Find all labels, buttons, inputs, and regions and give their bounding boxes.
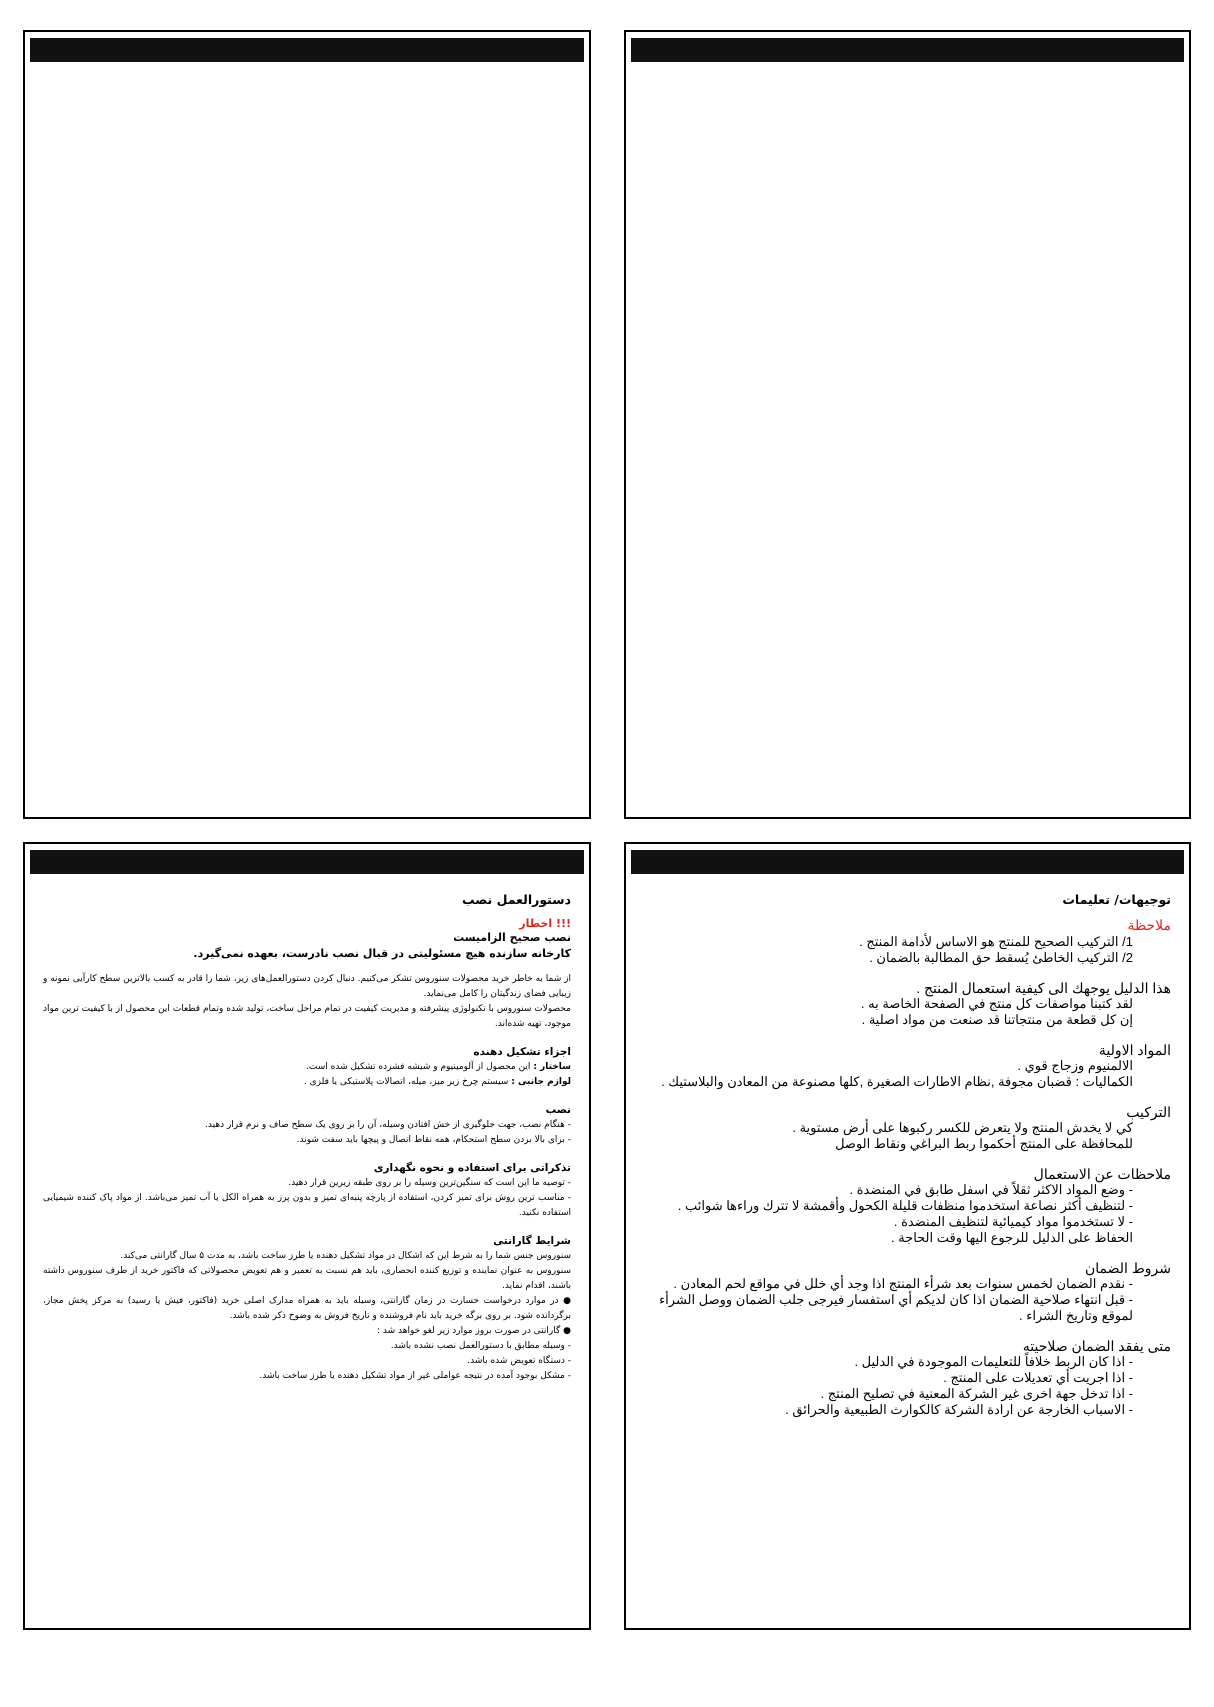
care-line: - توصیه ما این است که سنگین‌ترین وسیله را بر روی طبقه زیرین قرار دهید.: [288, 1178, 571, 1188]
section-title: اجزاء تشکیل دهنده: [473, 1046, 571, 1058]
materials-line: الالمنيوم وزجاج قوي .: [1017, 1058, 1133, 1073]
section-title: شرایط گارانتی: [493, 1235, 571, 1247]
usage-line: - لتنظيف أكثر نصاعة استخدموا منظفات قليلة الكحول وأقمشة لا تترك وراءها شوائب .: [677, 1198, 1133, 1213]
guide-line: لقد كتبنا مواصفات كل منتج في الصفحة الخاصة به .: [860, 996, 1133, 1011]
warranty-line: سنوروس جنس شما را به شرط این که اشکال در مواد تشکیل دهنده یا طرز ساخت باشد، به مدت ۵ سال گارانتی می‌کند.: [120, 1251, 571, 1261]
materials-line: الكماليات : قضبان مجوفة ,نظام الاطارات الصغيرة ,كلها مصنوعة من المعادن والبلاستيك .: [661, 1074, 1133, 1089]
warranty-line: ● در موارد درخواست خسارت در زمان گارانتی، وسیله باید به همراه مدارک اصلی خرید (فاکتور، فیش یا رسید) به مرکز پخش مجاز، برگردانده شود. بر روی برگه خرید باید نام فروشنده و تاریخ فروش به وضوح ذکر شده باشد.: [43, 1296, 571, 1321]
arabic-content: [644, 892, 1171, 1618]
warranty-line: - وسیله مطابق با دستورالعمل نصب نشده باشد.: [390, 1341, 571, 1351]
page-title: توجیهات/ تعلیمات: [1062, 892, 1171, 907]
accessories-text: سیستم چرخ زیر میز، میله، اتصالات پلاستیکی یا فلزی .: [303, 1077, 509, 1087]
usage-line: - وضع المواد الاكثر ثقلاً في اسفل طابق في المنضدة .: [849, 1182, 1133, 1197]
guide-line: إن كل قطعة من منتجاتنا قد صنعت من مواد اصلية .: [861, 1012, 1133, 1027]
install-line: - برای بالا بردن سطح استحکام، همه نقاط اتصال و پیچها باید سفت شوند.: [296, 1135, 571, 1145]
section-title: متى يفقد الضمان صلاحيته: [1022, 1338, 1171, 1354]
void-line: - الاسباب الخارجة عن ارادة الشركة كالكوارث الطبيعية والحرائق .: [785, 1402, 1133, 1417]
note-line: 1/ التركيب الصحيح للمنتج هو الاساس لأدامة المنتج .: [859, 934, 1133, 949]
warranty-line: - دستگاه تعویض شده باشد.: [467, 1356, 571, 1366]
section-title: ملاحظات عن الاستعمال: [1033, 1166, 1171, 1182]
assembly-line: للمحافظة على المنتج أحكموا ربط البراغي ونقاط الوصل: [835, 1136, 1133, 1151]
warning-line: کارخانه سازنده هیچ مسئولیتی در قبال نصب نادرست، بعهده نمی‌گیرد.: [193, 947, 571, 960]
guide-line: هذا الدليل يوجهك الى كيفية استعمال المنتج .: [916, 980, 1171, 996]
section-title: نصب: [545, 1104, 571, 1116]
blank-page-top-right: [624, 30, 1191, 819]
persian-content: [43, 892, 571, 1618]
section-title: تذکراتی برای استفاده و نحوه نگهداری: [373, 1162, 571, 1174]
warranty-line: - قبل انتهاء صلاحية الضمان اذا كان لديكم أي استفسار فيرجى جلب الضمان ووصل الشرأء لموقع وتاريخ الشراء .: [659, 1292, 1133, 1323]
note-title: ملاحظة: [1127, 917, 1171, 933]
intro-paragraph: از شما به خاطر خرید محصولات سنوروس تشکر می‌کنیم. دنبال کردن دستورالعمل‌های زیر، شما را قادر به کسب بالاترین سطح کارآیی نمونه و زیبایی فضای زندگیتان را کامل می‌نماید.: [43, 974, 571, 999]
assembly-line: كي لا يخدش المنتج ولا يتعرض للكسر ركبوها على أرض مستوية .: [792, 1120, 1133, 1135]
arabic-instructions-page: [624, 842, 1191, 1630]
page-header-bar: [631, 38, 1184, 62]
components-accessories: [43, 1075, 571, 1090]
install-line: - هنگام نصب، جهت جلوگیری از خش افتادن وسیله، آن را بر روی یک سطح صاف و نرم قرار دهید.: [205, 1120, 571, 1130]
blank-page-top-left: [23, 30, 591, 819]
page-title: دستورالعمل نصب: [461, 892, 571, 907]
void-line: - اذا كان الربط خلافاً للتعليمات الموجودة في الدليل .: [854, 1354, 1133, 1369]
page-header-bar: [30, 38, 584, 62]
components-structure: [43, 1060, 571, 1075]
section-title: التركيب: [1126, 1104, 1171, 1120]
section-title: المواد الاولية: [1098, 1042, 1171, 1058]
void-line: - اذا تدخل جهة اخرى غير الشركة المعنية في تصليح المنتج .: [820, 1386, 1133, 1401]
care-line: - مناسب ترین روش برای تمیز کردن، استفاده از پارچه پنبه‌ای تمیز و بدون پرز به همراه الکل یا آب تمیز می‌باشد. از مواد پاک کننده شیمیایی استفاده نکنید.: [43, 1193, 571, 1218]
structure-text: این محصول از آلومینیوم و شیشه فشرده تشکیل شده است.: [306, 1062, 531, 1072]
page-header-bar: [30, 850, 584, 874]
usage-line: الحفاظ على الدليل للرجوع اليها وقت الحاجة .: [890, 1230, 1133, 1245]
warranty-line: ● گارانتی در صورت بروز موارد زیر لغو خواهد شد :: [376, 1326, 571, 1336]
void-line: - اذا اجريت أي تعديلات على المنتج .: [943, 1370, 1133, 1385]
accessories-label: لوازم جانبی :: [511, 1077, 571, 1087]
warning-label: !!! اخطار: [519, 917, 571, 930]
intro-paragraph: محصولات سنوروس با تکنولوژی پیشرفته و مدیریت کیفیت در تمام مراحل ساخت، تولید شده وتمام قطعات این محصول از با کیفیت ترین مواد موجود، تهیه شده‌اند.: [43, 1004, 571, 1029]
persian-instructions-page: [23, 842, 591, 1630]
warranty-line: - مشکل بوجود آمده در نتیجه عواملی غیر از مواد تشکیل دهنده یا طرز ساخت باشد.: [259, 1371, 571, 1381]
section-title: شروط الضمان: [1085, 1260, 1171, 1276]
warranty-line: سنوروس به عنوان نماینده و توزیع کننده انحصاری، باید هم نسبت به تعمیر و هم تعویض محصولاتی که فاکتور خرید از طرف سنوروس داشته باشند، اقدام نماید.: [43, 1266, 571, 1291]
warning-line: نصب صحیح الزامیست: [453, 931, 571, 944]
warranty-line: - نقدم الضمان لخمس سنوات بعد شرأء المنتج اذا وجد أي خلل في مواقع لحم المعادن .: [673, 1276, 1133, 1291]
page-header-bar: [631, 850, 1184, 874]
structure-label: ساختار :: [533, 1062, 571, 1072]
note-line: 2/ التركيب الخاطئ يُسقط حق المطالبة بالضمان .: [869, 950, 1133, 965]
usage-line: - لا تستخدموا مواد كيميائية لتنظيف المنضدة .: [893, 1214, 1133, 1229]
